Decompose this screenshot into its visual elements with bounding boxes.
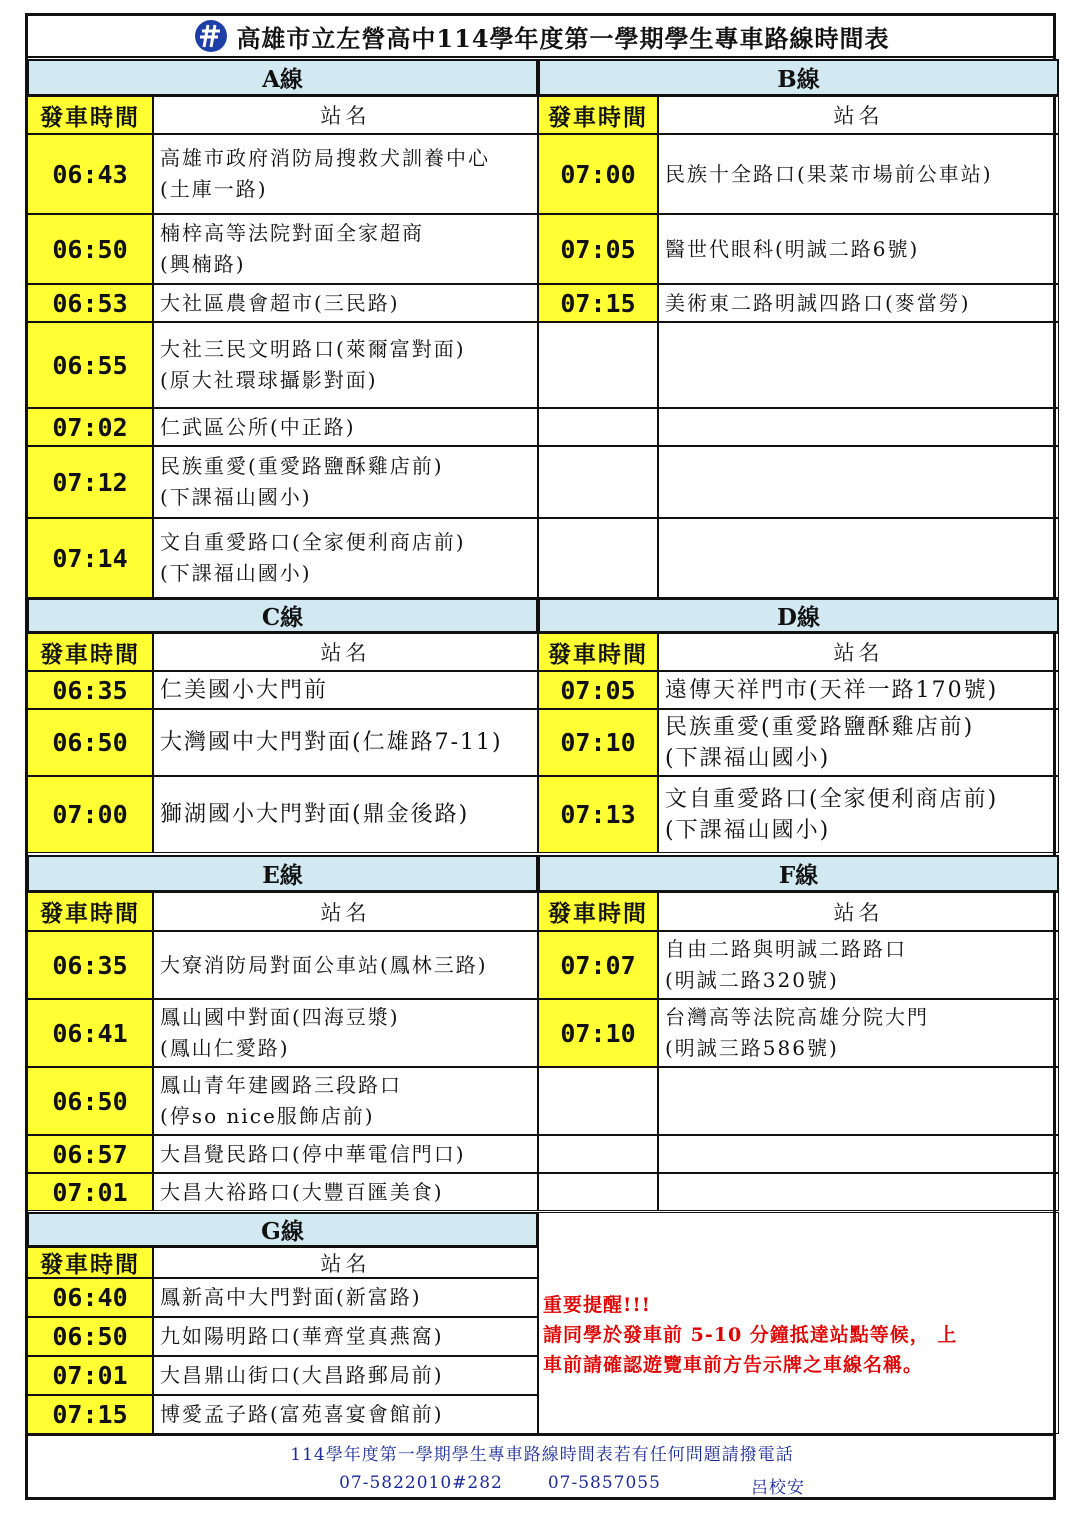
departure-time: 06:55 bbox=[27, 322, 153, 408]
departure-time: 07:02 bbox=[27, 408, 153, 446]
stop-column-header: 站名 bbox=[153, 96, 538, 134]
departure-time: 06:35 bbox=[27, 931, 153, 999]
stop-name bbox=[153, 671, 538, 709]
stop-name-line: 美術東二路明誠四路口(麥當勞) bbox=[665, 290, 971, 315]
stop-name-line: 文自重愛路口(全家便利商店前) bbox=[665, 786, 999, 812]
empty-cell bbox=[658, 1173, 1059, 1211]
stop-column-header: 站名 bbox=[153, 892, 538, 931]
departure-time: 07:15 bbox=[27, 1395, 153, 1434]
empty-cell bbox=[658, 322, 1059, 408]
departure-time: 06:41 bbox=[27, 999, 153, 1067]
stop-name bbox=[153, 1278, 538, 1317]
footer-text: 114學年度第一學期學生專車路線時間表若有任何問題請撥電話 bbox=[290, 1445, 794, 1465]
stop-column-header: 站名 bbox=[153, 1247, 538, 1278]
stop-name bbox=[153, 1173, 538, 1211]
stop-name-line: (興楠路) bbox=[160, 252, 246, 276]
empty-cell bbox=[658, 446, 1059, 518]
departure-time: 07:10 bbox=[538, 999, 658, 1067]
stop-name-line: 大昌大裕路口(大豐百匯美食) bbox=[160, 1179, 444, 1204]
time-column-header: 發車時間 bbox=[538, 96, 658, 134]
stop-name bbox=[658, 134, 1059, 214]
stop-name-line: 九如陽明路口(華齊堂真燕窩) bbox=[160, 1324, 444, 1348]
empty-cell bbox=[538, 322, 658, 408]
departure-time: 07:01 bbox=[27, 1356, 153, 1395]
time-column-header: 發車時間 bbox=[27, 1247, 153, 1278]
departure-time: 06:40 bbox=[27, 1278, 153, 1317]
time-column-header: 發車時間 bbox=[538, 633, 658, 671]
stop-name-line: 仁美國小大門前 bbox=[160, 677, 329, 703]
stop-name-line: 民族重愛(重愛路鹽酥雞店前) bbox=[160, 454, 444, 478]
stop-name-line: 自由二路與明誠二路路口 bbox=[665, 937, 907, 961]
stop-name-line: 博愛孟子路(富苑喜宴會館前) bbox=[160, 1402, 444, 1426]
stop-name-line: 鳳山青年建國路三段路口 bbox=[160, 1073, 402, 1097]
stop-name bbox=[153, 134, 538, 214]
empty-cell bbox=[538, 518, 658, 598]
departure-time: 06:50 bbox=[27, 1067, 153, 1135]
stop-name-line: 獅湖國小大門對面(鼎金後路) bbox=[160, 802, 470, 827]
stop-name bbox=[153, 446, 538, 518]
stop-name-line: 大昌覺民路口(停中華電信門口) bbox=[160, 1141, 466, 1166]
departure-time: 07:13 bbox=[538, 776, 658, 853]
stop-name bbox=[153, 776, 538, 853]
empty-cell bbox=[538, 1067, 658, 1135]
route-header-c: C線 bbox=[27, 598, 538, 633]
route-header-f: F線 bbox=[538, 855, 1059, 892]
stop-name-line: (土庫一路) bbox=[160, 177, 268, 201]
stop-name bbox=[153, 284, 538, 322]
time-column-header: 發車時間 bbox=[27, 96, 153, 134]
footer bbox=[28, 1434, 1056, 1498]
stop-name bbox=[153, 999, 538, 1067]
stop-column-header: 站名 bbox=[153, 633, 538, 671]
stop-name bbox=[658, 931, 1059, 999]
departure-time: 07:07 bbox=[538, 931, 658, 999]
empty-cell bbox=[658, 1067, 1059, 1135]
stop-name-line: 民族十全路口(果菜市場前公車站) bbox=[665, 161, 993, 186]
departure-time: 07:00 bbox=[538, 134, 658, 214]
important-note bbox=[543, 1290, 1053, 1380]
route-header-g: G線 bbox=[27, 1212, 538, 1247]
stop-name-line: 大社區農會超市(三民路) bbox=[160, 290, 400, 315]
footer-phone-1: 07-5822010#282 bbox=[339, 1473, 503, 1493]
departure-time: 07:15 bbox=[538, 284, 658, 322]
departure-time: 06:50 bbox=[27, 214, 153, 284]
departure-time: 07:05 bbox=[538, 671, 658, 709]
footer-contact: 呂校安 bbox=[750, 1478, 805, 1498]
departure-time: 07:12 bbox=[27, 446, 153, 518]
departure-time: 06:50 bbox=[27, 709, 153, 776]
stop-name-line: 民族重愛(重愛路鹽酥雞店前) bbox=[665, 714, 975, 740]
stop-name bbox=[153, 1317, 538, 1356]
departure-time: 06:50 bbox=[27, 1317, 153, 1356]
stop-name-line: (下課福山國小) bbox=[665, 745, 831, 771]
note-title: 重要提醒!!! bbox=[543, 1294, 652, 1316]
page-title bbox=[28, 16, 1056, 58]
page-title-text: 高雄市立左營高中114學年度第一學期學生專車路線時間表 bbox=[236, 23, 890, 53]
stop-name-line: (鳳山仁愛路) bbox=[160, 1036, 290, 1060]
stop-name bbox=[153, 1395, 538, 1434]
empty-cell bbox=[538, 408, 658, 446]
departure-time: 06:53 bbox=[27, 284, 153, 322]
stop-name-line: 鳳山國中對面(四海豆漿) bbox=[160, 1005, 400, 1029]
empty-cell bbox=[658, 408, 1059, 446]
route-header-e: E線 bbox=[27, 855, 538, 892]
departure-time: 07:00 bbox=[27, 776, 153, 853]
departure-time: 07:10 bbox=[538, 709, 658, 776]
empty-cell bbox=[538, 1173, 658, 1211]
stop-name bbox=[153, 709, 538, 776]
stop-name-line: (原大社環球攝影對面) bbox=[160, 368, 378, 392]
stop-name bbox=[153, 1356, 538, 1395]
departure-time: 06:43 bbox=[27, 134, 153, 214]
stop-name bbox=[658, 776, 1059, 853]
stop-column-header: 站名 bbox=[658, 96, 1059, 134]
stop-name-line: 大昌鼎山街口(大昌路郵局前) bbox=[160, 1363, 444, 1387]
time-column-header: 發車時間 bbox=[538, 892, 658, 931]
stop-name-line: (明誠三路586號) bbox=[665, 1036, 839, 1060]
note-line: 請同學於發車前 5-10 分鐘抵達站點等候， 上 bbox=[543, 1324, 958, 1346]
stop-name-line: (下課福山國小) bbox=[160, 485, 312, 509]
stop-name-line: 鳳新高中大門對面(新富路) bbox=[160, 1285, 422, 1309]
footer-phone-2: 07-5857055 bbox=[547, 1473, 661, 1493]
stop-name-line: 大灣國中大門對面(仁雄路7-11) bbox=[160, 730, 503, 755]
empty-cell bbox=[658, 518, 1059, 598]
stop-name-line: 高雄市政府消防局搜救犬訓養中心 bbox=[160, 146, 490, 170]
route-header-d: D線 bbox=[538, 598, 1059, 633]
stop-name bbox=[658, 284, 1059, 322]
stop-column-header: 站名 bbox=[658, 892, 1059, 931]
stop-name bbox=[153, 408, 538, 446]
note-line: 車前請確認遊覽車前方告示牌之車線名稱。 bbox=[543, 1354, 924, 1376]
stop-name bbox=[658, 214, 1059, 284]
time-column-header: 發車時間 bbox=[27, 633, 153, 671]
stop-name-line: (下課福山國小) bbox=[160, 561, 312, 585]
stop-name bbox=[153, 518, 538, 598]
stop-name-line: 醫世代眼科(明誠二路6號) bbox=[665, 236, 920, 261]
route-header-a: A線 bbox=[27, 59, 538, 96]
stop-name-line: 楠梓高等法院對面全家超商 bbox=[160, 221, 424, 245]
stop-name-line: (明誠二路320號) bbox=[665, 968, 839, 992]
stop-name-line: 文自重愛路口(全家便利商店前) bbox=[160, 530, 466, 554]
stop-name-line: (下課福山國小) bbox=[665, 817, 831, 843]
time-column-header: 發車時間 bbox=[27, 892, 153, 931]
departure-time: 06:35 bbox=[27, 671, 153, 709]
school-logo-icon bbox=[194, 19, 228, 53]
route-header-b: B線 bbox=[538, 59, 1059, 96]
departure-time: 07:05 bbox=[538, 214, 658, 284]
stop-name bbox=[153, 931, 538, 999]
stop-column-header: 站名 bbox=[658, 633, 1059, 671]
stop-name bbox=[153, 214, 538, 284]
empty-cell bbox=[538, 446, 658, 518]
stop-name bbox=[658, 999, 1059, 1067]
stop-name-line: 仁武區公所(中正路) bbox=[160, 414, 356, 439]
stop-name bbox=[153, 322, 538, 408]
departure-time: 07:14 bbox=[27, 518, 153, 598]
empty-cell bbox=[658, 1135, 1059, 1173]
stop-name bbox=[658, 709, 1059, 776]
departure-time: 06:57 bbox=[27, 1135, 153, 1173]
stop-name bbox=[153, 1135, 538, 1173]
stop-name-line: 遠傳天祥門市(天祥一路170號) bbox=[665, 677, 999, 703]
empty-cell bbox=[538, 1135, 658, 1173]
stop-name-line: 台灣高等法院高雄分院大門 bbox=[665, 1005, 929, 1029]
stop-name-line: 大寮消防局對面公車站(鳳林三路) bbox=[160, 952, 488, 977]
stop-name-line: (停so nice服飾店前) bbox=[160, 1104, 375, 1128]
stop-name bbox=[658, 671, 1059, 709]
stop-name-line: 大社三民文明路口(萊爾富對面) bbox=[160, 337, 466, 361]
stop-name bbox=[153, 1067, 538, 1135]
departure-time: 07:01 bbox=[27, 1173, 153, 1211]
